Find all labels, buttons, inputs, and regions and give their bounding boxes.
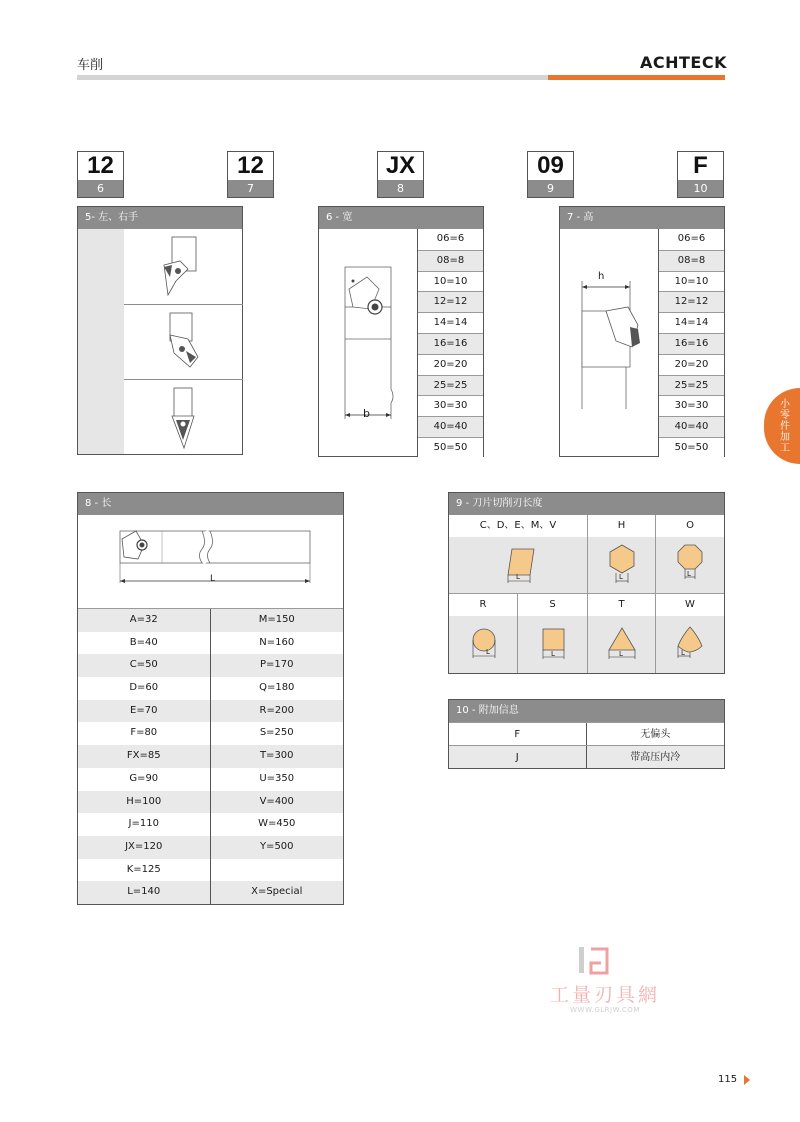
width-panel [318,206,484,457]
width-value: 08=8 [418,250,483,271]
watermark-url: WWW.GLRJW.COM [570,1006,640,1014]
width-value: 16=16 [418,333,483,354]
length-code: W=450 [258,818,296,830]
left-hand-tool-icon [124,229,242,304]
length-code: V=400 [259,795,294,807]
height-dimension-diagram [560,229,658,456]
length-code: S=250 [259,727,294,739]
panel-title: 9 - 刀片切削刃长度 [449,493,724,515]
shape-label: W [656,594,724,616]
panel-title: 10 - 附加信息 [449,700,724,722]
code-value: F [693,152,708,179]
width-value: 14=14 [418,312,483,333]
height-value: 08=8 [659,250,724,271]
shape-dim-label: L [486,648,490,656]
rhombic-insert-icon [449,537,588,594]
length-code: T=300 [259,750,294,762]
shape-cell-o [656,515,724,594]
width-dimension-diagram [319,229,417,456]
height-value: 25=25 [659,375,724,396]
length-code: Y=500 [259,840,294,852]
side-tab-char: 零 [780,409,790,421]
code-box-9 [527,151,574,198]
watermark-logo-icon [577,945,625,977]
code-index: 8 [378,180,423,197]
table-row [78,700,343,723]
shape-label: O [656,515,724,537]
trigon-insert-icon [656,616,724,673]
length-code: N=160 [259,636,295,648]
shape-label: T [588,594,655,616]
length-code: B=40 [78,632,211,655]
shape-dim-label: L [687,570,691,578]
length-dimension-diagram [78,515,343,607]
width-value: 20=20 [418,354,483,375]
width-values [417,229,483,456]
table-row [78,677,343,700]
length-code: G=90 [78,768,211,791]
next-page-arrow-icon[interactable] [744,1075,750,1085]
length-code: M=150 [258,614,295,625]
panel-title: 8 - 长 [78,493,343,515]
length-code: F=80 [78,722,211,745]
shape-cell-t [588,594,656,673]
code-index: 6 [78,180,123,197]
info-code: J [449,746,587,768]
height-dim-label: h [598,271,605,282]
height-value: 14=14 [659,312,724,333]
side-tab-char: 小 [780,398,790,410]
width-value: 30=30 [418,395,483,416]
table-row [78,722,343,745]
height-panel [559,206,725,457]
width-value: 12=12 [418,291,483,312]
shape-cell-w [656,594,724,673]
side-tab-char: 工 [780,442,790,454]
header-rule [77,75,562,80]
length-code: P=170 [260,659,294,671]
right-hand-tool-icon [124,305,242,380]
width-value: 25=25 [418,375,483,396]
length-code: E=70 [78,700,211,723]
shape-cell-r [449,594,518,673]
shape-dim-label: L [619,650,623,658]
shape-label: R [449,594,517,616]
panel-title: 5- 左、右手 [78,207,242,229]
octagon-insert-icon [656,537,724,594]
code-index: 10 [678,180,723,197]
panel-title: 7 - 高 [560,207,724,229]
neutral-tool-icon [124,380,242,455]
code-box-7 [227,151,274,198]
table-row [78,609,343,632]
length-code: H=100 [78,791,211,814]
height-value: 10=10 [659,271,724,292]
length-code: J=110 [78,813,211,836]
length-code: R=200 [259,704,294,716]
length-code: D=60 [78,677,211,700]
panel-title: 6 - 宽 [319,207,483,229]
length-code: U=350 [259,772,295,784]
table-row [78,836,343,859]
table-row [78,654,343,677]
table-row [78,881,343,904]
triangle-insert-icon [588,616,656,673]
square-insert-icon [518,616,588,673]
header-rule-accent [548,75,725,80]
height-value: 16=16 [659,333,724,354]
hand-panel [77,206,243,455]
length-code: K=125 [78,859,211,882]
length-panel [77,492,344,905]
code-box-8 [377,151,424,198]
length-code: Q=180 [259,682,295,694]
side-tab-char: 加 [780,431,790,443]
height-value: 12=12 [659,291,724,312]
length-code: L=140 [78,881,211,904]
length-code: FX=85 [78,745,211,768]
code-value: 12 [87,152,114,179]
code-index: 7 [228,180,273,197]
shape-cell-h [588,515,656,594]
side-tab-char: 件 [780,420,790,432]
width-value: 40=40 [418,416,483,437]
length-code [211,859,344,882]
shape-label: H [588,515,655,537]
section-title: 车削 [77,58,104,73]
info-desc: 带高压内冷 [630,752,681,763]
code-value: JX [385,152,416,179]
code-box-6 [77,151,124,198]
table-row [78,791,343,814]
shape-divider [449,593,724,594]
height-value: 06=6 [659,229,724,250]
length-code: JX=120 [78,836,211,859]
shape-dim-label: L [619,573,623,581]
round-insert-icon [449,616,518,673]
shape-label: S [518,594,587,616]
table-row [78,768,343,791]
hand-label-column [78,229,124,454]
shape-dim-label: L [681,649,685,657]
watermark-text: 工量刃具網 [549,984,660,1006]
length-code: C=50 [78,654,211,677]
length-code: X=Special [251,886,303,898]
shape-dim-label: L [516,573,520,581]
code-index: 9 [528,180,573,197]
shape-dim-label: L [551,650,555,658]
hexagon-insert-icon [588,537,656,594]
info-panel [448,699,725,769]
page-number: 115 [718,1074,738,1085]
category-side-tab[interactable] [764,388,800,464]
length-table [78,608,343,904]
table-row [449,722,724,745]
brand-logo: ACHTECK [640,53,727,72]
code-value: 12 [237,152,264,179]
code-box-10 [677,151,724,198]
width-dim-label: b [363,407,370,420]
table-row [449,745,724,768]
height-value: 20=20 [659,354,724,375]
table-row [78,745,343,768]
height-value: 50=50 [659,437,724,458]
width-value: 50=50 [418,437,483,458]
info-code: F [449,723,587,745]
table-row [78,632,343,655]
blade-panel [448,492,725,674]
shape-label: C、D、E、M、V [449,515,587,537]
length-code: A=32 [78,609,211,632]
width-value: 06=6 [418,229,483,250]
height-value: 30=30 [659,395,724,416]
code-value: 09 [537,152,564,179]
length-dim-label: L [210,574,216,584]
table-row [78,813,343,836]
height-values [658,229,724,456]
shape-cell-cdemv [449,515,588,594]
table-row [78,859,343,882]
info-desc: 无偏头 [640,729,671,740]
shape-cell-s [518,594,588,673]
height-value: 40=40 [659,416,724,437]
width-value: 10=10 [418,271,483,292]
